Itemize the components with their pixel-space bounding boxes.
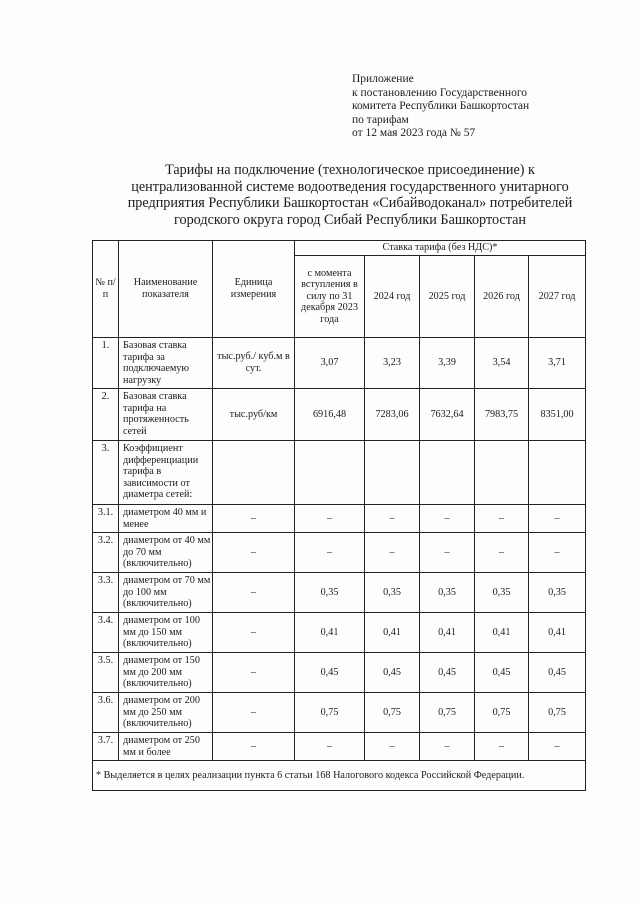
row-value: 0,75 (365, 693, 420, 733)
row-value (420, 441, 475, 505)
row-value: 7283,06 (365, 389, 420, 441)
row-value: 0,35 (529, 573, 586, 613)
table-row (93, 533, 586, 573)
row-value: 3,71 (529, 338, 586, 389)
row-value: – (475, 533, 529, 573)
row-value: 0,45 (475, 653, 529, 693)
row-value: 6916,48 (295, 389, 365, 441)
row-name: диаметром от 100 мм до 150 мм (включительно) (119, 613, 213, 653)
appendix-line: комитета Республики Башкортостан (352, 100, 530, 113)
row-value: 0,75 (295, 693, 365, 733)
row-unit: – (213, 653, 295, 693)
row-no: 3.4. (93, 613, 119, 653)
row-unit: – (213, 573, 295, 613)
row-value: 0,41 (529, 613, 586, 653)
row-value: 0,75 (475, 693, 529, 733)
row-value: 3,39 (420, 338, 475, 389)
row-unit: тыс.руб./ куб.м в сут. (213, 338, 295, 389)
row-value: 0,35 (420, 573, 475, 613)
row-value: – (295, 505, 365, 533)
header-period: 2027 год (529, 256, 586, 338)
row-value: – (529, 505, 586, 533)
row-value: 0,35 (475, 573, 529, 613)
appendix-block (352, 73, 529, 141)
header-period: 2026 год (475, 256, 529, 338)
header-rate-group: Ставка тарифа (без НДС)* (295, 241, 586, 256)
row-no: 1. (93, 338, 119, 389)
row-name: диаметром от 250 мм и более (119, 733, 213, 761)
row-value: 0,35 (365, 573, 420, 613)
row-value: 0,41 (365, 613, 420, 653)
row-value: – (529, 733, 586, 761)
row-unit (213, 441, 295, 505)
row-no: 3.1. (93, 505, 119, 533)
row-value: 3,07 (295, 338, 365, 389)
row-value: 0,45 (365, 653, 420, 693)
title-line: городского округа город Сибай Республики Башкортостан (174, 211, 526, 228)
row-unit: – (213, 613, 295, 653)
table-row (93, 653, 586, 693)
row-value: – (365, 733, 420, 761)
title-line: предприятия Республики Башкортостан «Сибайводоканал» потребителей (127, 195, 573, 212)
row-value: 0,41 (475, 613, 529, 653)
row-no: 3.5. (93, 653, 119, 693)
row-value: – (475, 733, 529, 761)
row-no: 3.3. (93, 573, 119, 613)
footnote: * Выделяется в целях реализации пункта 6 статьи 168 Налогового кодекса Российской Федерации. (93, 761, 586, 791)
row-value: 0,35 (295, 573, 365, 613)
appendix-line: Приложение (352, 73, 414, 85)
row-unit: – (213, 533, 295, 573)
row-no: 3.6. (93, 693, 119, 733)
row-name: диаметром от 150 мм до 200 мм (включительно) (119, 653, 213, 693)
document-title (100, 162, 600, 228)
row-value: 0,45 (420, 653, 475, 693)
row-no: 3.2. (93, 533, 119, 573)
row-name: Базовая ставка тарифа за подключаемую нагрузку (119, 338, 213, 389)
table-row (93, 573, 586, 613)
row-unit: тыс.руб/км (213, 389, 295, 441)
row-value: 0,45 (295, 653, 365, 693)
row-name: Базовая ставка тарифа на протяженность сетей (119, 389, 213, 441)
row-value: – (420, 533, 475, 573)
row-name: Коэффициент дифференциации тарифа в зависимости от диаметра сетей: (119, 441, 213, 505)
row-value: 7983,75 (475, 389, 529, 441)
header-period: 2025 год (420, 256, 475, 338)
title-line: централизованной системе водоотведения государственного унитарного (131, 178, 569, 195)
row-value: 0,45 (529, 653, 586, 693)
row-value (365, 441, 420, 505)
table-row (93, 693, 586, 733)
row-value: 0,41 (420, 613, 475, 653)
row-value: – (420, 733, 475, 761)
row-value (529, 441, 586, 505)
row-unit: – (213, 505, 295, 533)
header-period: 2024 год (365, 256, 420, 338)
tariff-table (92, 240, 586, 791)
row-no: 2. (93, 389, 119, 441)
row-value: 8351,00 (529, 389, 586, 441)
appendix-line: к постановлению Государственного (352, 86, 528, 99)
row-value: – (295, 533, 365, 573)
row-value: – (295, 733, 365, 761)
row-value (295, 441, 365, 505)
row-value: – (365, 505, 420, 533)
row-value: 0,41 (295, 613, 365, 653)
header-name: Наименование показателя (119, 241, 213, 338)
row-name: диаметром 40 мм и менее (119, 505, 213, 533)
row-name: диаметром от 200 мм до 250 мм (включительно) (119, 693, 213, 733)
row-value: 0,75 (529, 693, 586, 733)
row-unit: – (213, 693, 295, 733)
row-no: 3.7. (93, 733, 119, 761)
appendix-line: по тарифам (352, 113, 409, 126)
appendix-line: от 12 мая 2023 года № 57 (352, 127, 476, 140)
row-value: 3,23 (365, 338, 420, 389)
row-name: диаметром от 70 мм до 100 мм (включительно) (119, 573, 213, 613)
row-unit: – (213, 733, 295, 761)
title-line: Тарифы на подключение (технологическое присоединение) к (165, 162, 535, 178)
header-period: с момента вступления в силу по 31 декабря 2023 года (295, 256, 365, 338)
row-value: – (420, 505, 475, 533)
table-row (93, 733, 586, 761)
table-row (93, 338, 586, 389)
row-no: 3. (93, 441, 119, 505)
table-row (93, 505, 586, 533)
row-name: диаметром от 40 мм до 70 мм (включительно) (119, 533, 213, 573)
row-value: 0,75 (420, 693, 475, 733)
row-value: 3,54 (475, 338, 529, 389)
row-value (475, 441, 529, 505)
row-value: – (475, 505, 529, 533)
table-row (93, 613, 586, 653)
table-row (93, 441, 586, 505)
row-value: 7632,64 (420, 389, 475, 441)
header-unit: Единица измерения (213, 241, 295, 338)
row-value: – (365, 533, 420, 573)
table-row (93, 389, 586, 441)
row-value: – (529, 533, 586, 573)
header-no: № п/п (93, 241, 119, 338)
